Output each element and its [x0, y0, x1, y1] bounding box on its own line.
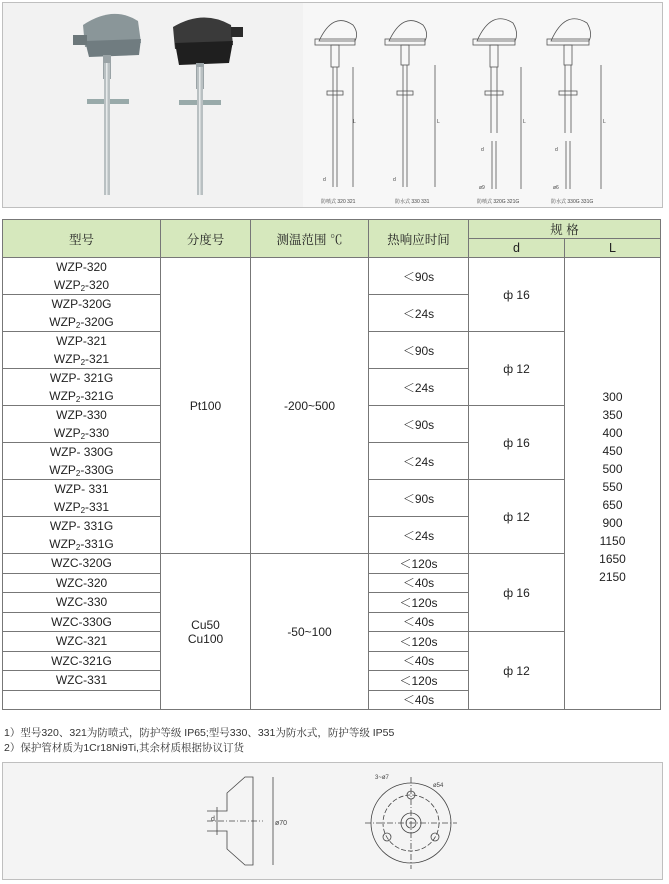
- response-time: ＜90s: [402, 417, 435, 432]
- header-response: 热响应时间: [369, 220, 469, 258]
- length-value: 400: [602, 426, 623, 440]
- model-name: WZP2-321G: [49, 389, 114, 404]
- flange-dim-holes: 3~ø7: [375, 775, 389, 781]
- note-2: 2）保护管材质为1Cr18Ni9Ti,其余材质根据协议订货: [4, 742, 244, 754]
- division-value: Cu50: [191, 617, 220, 632]
- header-L: L: [565, 239, 661, 258]
- model-name: WZC-320G: [51, 556, 112, 571]
- response-cell: [369, 651, 469, 671]
- response-cell: [369, 480, 469, 517]
- dim-label-d2: d: [393, 177, 396, 183]
- model-name: WZP2-320: [53, 278, 110, 293]
- response-time: ＜120s: [399, 673, 438, 688]
- diameter-value: ф 16: [503, 287, 530, 302]
- response-cell: [369, 573, 469, 593]
- response-time: ＜24s: [402, 306, 435, 321]
- response-time: ＜24s: [402, 528, 435, 543]
- model-name: WZP-320: [56, 260, 107, 274]
- flange-dim-d: d: [211, 816, 215, 823]
- model-cell: [3, 573, 161, 593]
- model-name: WZP2-331G: [49, 537, 114, 552]
- diameter-value: ф 12: [503, 361, 530, 376]
- dim-label-d4: d: [555, 147, 558, 153]
- model-name: WZP-330: [56, 408, 107, 422]
- model-name: WZP- 330G: [49, 445, 114, 459]
- model-name: WZP2-330G: [49, 463, 114, 478]
- product-illustrations: [3, 3, 662, 207]
- dim-label-d1: d: [323, 177, 326, 183]
- model-cell: [3, 295, 161, 332]
- table-row: [3, 554, 661, 574]
- length-value: 350: [602, 408, 623, 422]
- division-cell: [161, 554, 251, 710]
- flange-dim-phi70: ø70: [275, 820, 288, 827]
- response-cell: [369, 406, 469, 443]
- header-spec: 规 格: [469, 220, 661, 239]
- diameter-value: ф 12: [503, 663, 530, 678]
- header-range: 测温范围 ℃: [251, 220, 369, 258]
- response-cell: [369, 369, 469, 406]
- model-name: WZC-320: [55, 575, 108, 590]
- diameter-cell: [469, 554, 565, 632]
- model-name: WZP-321: [56, 334, 107, 348]
- response-time: ＜24s: [402, 454, 435, 469]
- model-cell: [3, 517, 161, 554]
- header-d: d: [469, 239, 565, 258]
- model-name: WZC-330G: [51, 614, 112, 629]
- response-cell: [369, 632, 469, 652]
- dim-label-phi9: ø9: [479, 185, 485, 191]
- dim-label-L3: L: [523, 119, 526, 125]
- diameter-cell: [469, 406, 565, 480]
- dim-label-L1: L: [353, 119, 356, 125]
- model-cell: [3, 480, 161, 517]
- length-value: 450: [602, 444, 623, 458]
- table-row: [3, 258, 661, 295]
- drawing-caption-1: 防喷式 320 321: [321, 199, 356, 205]
- length-value: 550: [602, 480, 623, 494]
- header-division: 分度号: [161, 220, 251, 258]
- response-cell: [369, 554, 469, 574]
- response-time: ＜40s: [402, 615, 435, 630]
- dim-label-phi6: ø6: [553, 185, 559, 191]
- response-time: ＜40s: [402, 654, 435, 669]
- response-time: ＜120s: [399, 634, 438, 649]
- diameter-value: ф 16: [503, 585, 530, 600]
- product-image-panel: [2, 2, 663, 208]
- diameter-cell: [469, 258, 565, 332]
- diameter-value: ф 16: [503, 435, 530, 450]
- length-value: 500: [602, 462, 623, 476]
- model-name: WZP2-331: [53, 500, 110, 515]
- model-name: WZP2-320G: [49, 315, 114, 330]
- response-cell: [369, 671, 469, 691]
- length-value: 2150: [599, 570, 626, 584]
- model-cell: [3, 593, 161, 613]
- response-cell: [369, 612, 469, 632]
- response-time: ＜120s: [399, 556, 438, 571]
- model-cell: [3, 369, 161, 406]
- model-cell: [3, 671, 161, 691]
- length-value: 1650: [599, 552, 626, 566]
- flange-dim-phi54: ø54: [433, 783, 444, 789]
- note-1: 1）型号320、321为防喷式，防护等级 IP65;型号330、331为防水式，防护等级 IP55: [4, 727, 395, 739]
- model-name: WZC-331: [55, 673, 108, 688]
- model-cell: [3, 554, 161, 574]
- notes: [4, 726, 394, 756]
- drawing-caption-2: 防水式 330 331: [395, 199, 430, 205]
- diameter-cell: [469, 632, 565, 710]
- diameter-cell: [469, 480, 565, 554]
- flange-drawings: [3, 763, 662, 879]
- model-cell: [3, 690, 161, 710]
- flange-front-view: [365, 777, 457, 869]
- response-time: ＜90s: [402, 343, 435, 358]
- flange-drawing-panel: [2, 762, 663, 880]
- diameter-cell: [469, 332, 565, 406]
- model-cell: [3, 406, 161, 443]
- response-time: ＜90s: [402, 269, 435, 284]
- thermometer-photo-dark: [173, 17, 243, 195]
- drawing-caption-4: 防水式 330G 331G: [551, 199, 594, 205]
- model-name: WZC-330: [55, 595, 108, 610]
- model-name: WZC-321: [55, 634, 108, 649]
- response-time: ＜90s: [402, 491, 435, 506]
- model-cell: [3, 651, 161, 671]
- response-time: ＜24s: [402, 380, 435, 395]
- model-cell: [3, 612, 161, 632]
- range-pt: -200~500: [283, 398, 336, 413]
- model-cell: [3, 443, 161, 480]
- response-cell: [369, 690, 469, 710]
- length-value: 1150: [599, 534, 626, 548]
- header-model: 型号: [3, 220, 161, 258]
- response-time: ＜120s: [399, 595, 438, 610]
- diameter-value: ф 12: [503, 509, 530, 524]
- length-value: 900: [602, 516, 623, 530]
- length-value: 650: [602, 498, 623, 512]
- length-cell: [565, 258, 661, 710]
- range-cu: -50~100: [287, 624, 332, 639]
- response-cell: [369, 517, 469, 554]
- dim-label-L4: L: [603, 119, 606, 125]
- response-cell: [369, 443, 469, 480]
- division-cell: [161, 258, 251, 554]
- spec-table: [2, 219, 661, 710]
- model-cell: [3, 332, 161, 369]
- division-pt100: Pt100: [189, 398, 222, 413]
- drawing-caption-3: 防喷式 320G 321G: [477, 199, 520, 205]
- dim-label-d3: d: [481, 147, 484, 153]
- division-value: Cu100: [187, 631, 224, 646]
- model-cell: [3, 632, 161, 652]
- response-cell: [369, 593, 469, 613]
- dim-label-L2: L: [437, 119, 440, 125]
- model-name: WZP- 331: [54, 482, 109, 496]
- response-time: ＜40s: [402, 693, 435, 708]
- model-name: WZP2-321: [53, 352, 110, 367]
- model-cell: [3, 258, 161, 295]
- model-name: WZP- 331G: [49, 519, 114, 533]
- model-name: WZC-321G: [51, 653, 112, 668]
- response-cell: [369, 332, 469, 369]
- length-value: 300: [602, 390, 623, 404]
- model-name: WZP- 321G: [49, 371, 114, 385]
- range-cell: [251, 258, 369, 554]
- range-cell: [251, 554, 369, 710]
- response-cell: [369, 295, 469, 332]
- model-name: WZP-320G: [51, 297, 112, 311]
- thermometer-photo-grey: [73, 14, 141, 195]
- response-cell: [369, 258, 469, 295]
- model-name: WZP2-330: [53, 426, 110, 441]
- flange-side-view: [207, 777, 273, 865]
- response-time: ＜40s: [402, 576, 435, 591]
